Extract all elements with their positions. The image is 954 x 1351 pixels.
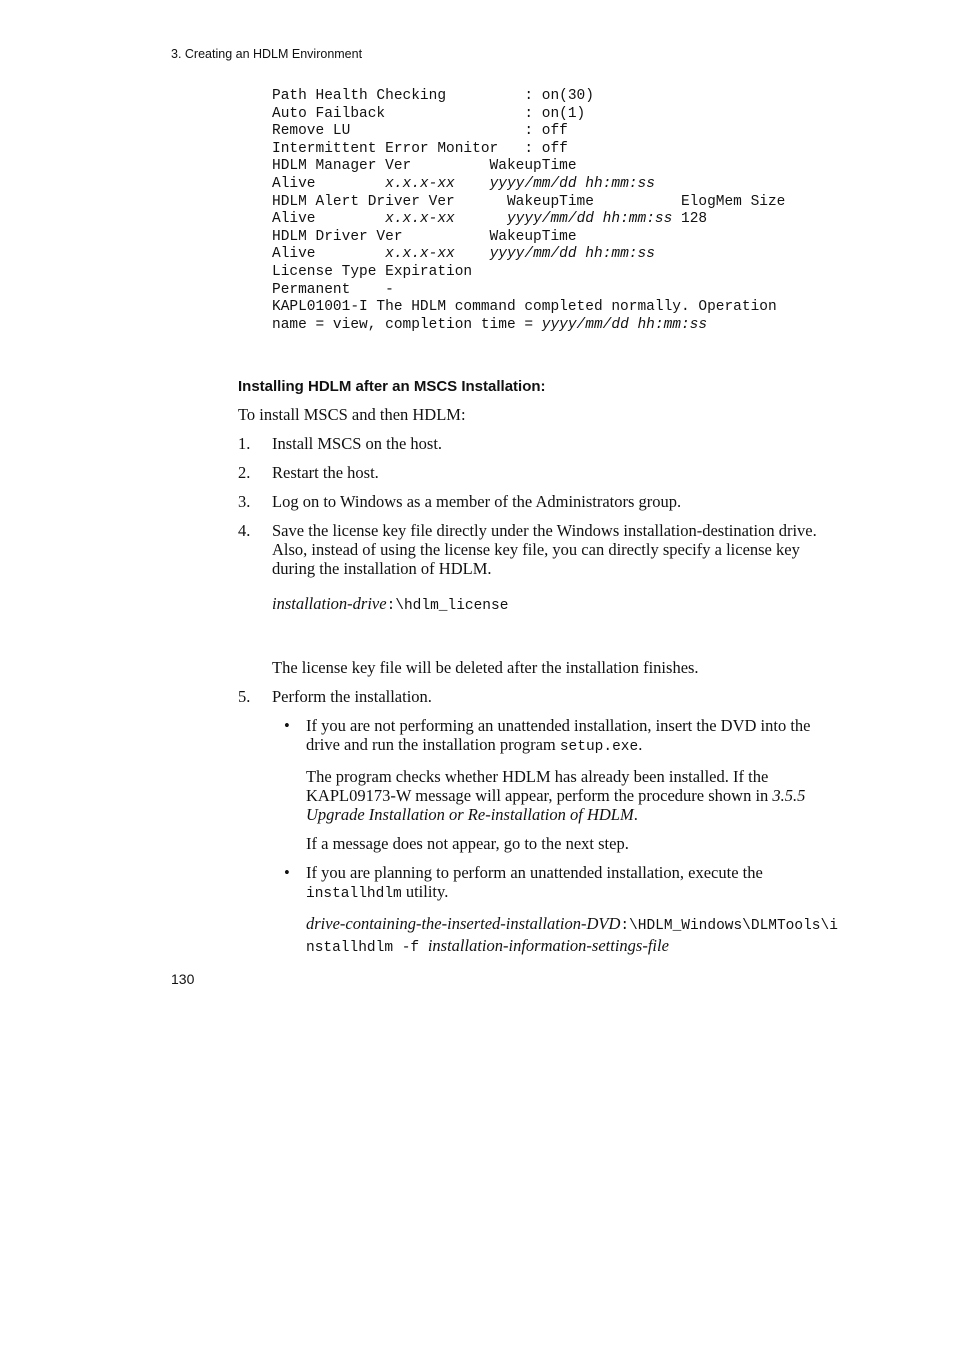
step-3 [238, 492, 842, 511]
license-path [272, 594, 842, 616]
code-line: Alive [272, 246, 386, 263]
step-text: Save the license key file directly under the Windows installation-destination drive. Also, instead of using the license key file, you can directly specify a license key during the installation of HDLM. [272, 521, 817, 578]
bullet-icon: • [284, 863, 290, 882]
code-line: HDLM Manager Ver WakeupTime [272, 158, 577, 175]
step-1 [238, 434, 842, 453]
code-spacer [455, 176, 490, 192]
license-note: The license key file will be deleted after the installation finishes. [272, 658, 699, 677]
code-line: Alive [272, 175, 386, 192]
code-spacer [455, 211, 507, 227]
code-elogmem-size: 128 [672, 211, 708, 228]
code-line: Remove LU : off [272, 123, 568, 140]
running-header: 3. Creating an HDLM Environment [171, 47, 363, 61]
code-line: Auto Failback : on(1) [272, 105, 586, 122]
step-text: Restart the host. [272, 463, 379, 482]
step-number: 2. [238, 463, 251, 482]
code-timestamp: yyyy/mm/dd hh:mm:ss [489, 246, 655, 263]
bullet-item-attended [272, 716, 842, 853]
code-version: x.x.x-xx [385, 246, 455, 263]
step-number: 5. [238, 687, 251, 706]
code-version: x.x.x-xx [385, 175, 455, 192]
code-line: name = view, completion time = [272, 316, 542, 333]
section-heading: Installing HDLM after an MSCS Installation: [238, 378, 546, 395]
bullet-paragraph: The program checks whether HDLM has already been installed. If the KAPL09173-W message will appear, perform the procedure shown in 3.5.5 Upgrade Installation or Re-installation of HDLM. [306, 767, 806, 824]
bullet-text: If you are not performing an unattended installation, insert the DVD into the drive and run the installation program setup.exe. [306, 716, 811, 755]
code-line: Alive [272, 211, 386, 228]
code-line: Path Health Checking : on(30) [272, 88, 594, 104]
bullet-item-unattended [272, 863, 842, 958]
step-text: Install MSCS on the host. [272, 434, 443, 453]
step-2 [238, 463, 842, 482]
code-line: KAPL01001-I The HDLM command completed normally. Operation [272, 299, 777, 316]
step-text: Perform the installation. [272, 687, 432, 706]
code-timestamp: yyyy/mm/dd hh:mm:ss [506, 211, 673, 228]
step-number: 1. [238, 434, 251, 453]
code-spacer [455, 246, 490, 262]
bullet-paragraph: If a message does not appear, go to the next step. [306, 834, 629, 853]
step-text: Log on to Windows as a member of the Administrators group. [272, 492, 682, 511]
license-path-file: :\hdlm_license [386, 598, 509, 614]
code-line: HDLM Driver Ver WakeupTime [272, 228, 577, 245]
installhdlm-command: drive-containing-the-inserted-installation-DVD:\HDLM_Windows\DLMTools\installhdlm -f installation-information-settings-file [306, 914, 838, 956]
code-line: Intermittent Error Monitor : off [272, 140, 568, 157]
body-content [238, 405, 842, 968]
page-number: 130 [171, 971, 195, 987]
command-output-block [272, 88, 785, 334]
code-line: License Type Expiration [272, 263, 473, 280]
setup-exe-code: setup.exe [559, 739, 639, 755]
code-version: x.x.x-xx [385, 211, 455, 228]
license-path-drive: installation-drive [272, 594, 387, 613]
step-4 [238, 521, 842, 677]
bullet-text: If you are planning to perform an unattended installation, execute the installhdlm utility. [306, 863, 763, 902]
installhdlm-code: installhdlm [306, 886, 402, 902]
bullet-icon: • [284, 716, 290, 735]
code-line: Permanent - [272, 281, 394, 298]
intro-paragraph: To install MSCS and then HDLM: [238, 405, 466, 424]
step-number: 3. [238, 492, 251, 511]
section-reference: 3.5.5 Upgrade Installation or Re-installation of HDLM [306, 786, 806, 824]
step-number: 4. [238, 521, 251, 540]
code-line: HDLM Alert Driver Ver WakeupTime ElogMem Size [272, 193, 786, 210]
step-5 [238, 687, 842, 958]
code-timestamp: yyyy/mm/dd hh:mm:ss [541, 316, 708, 333]
code-timestamp: yyyy/mm/dd hh:mm:ss [489, 175, 655, 192]
